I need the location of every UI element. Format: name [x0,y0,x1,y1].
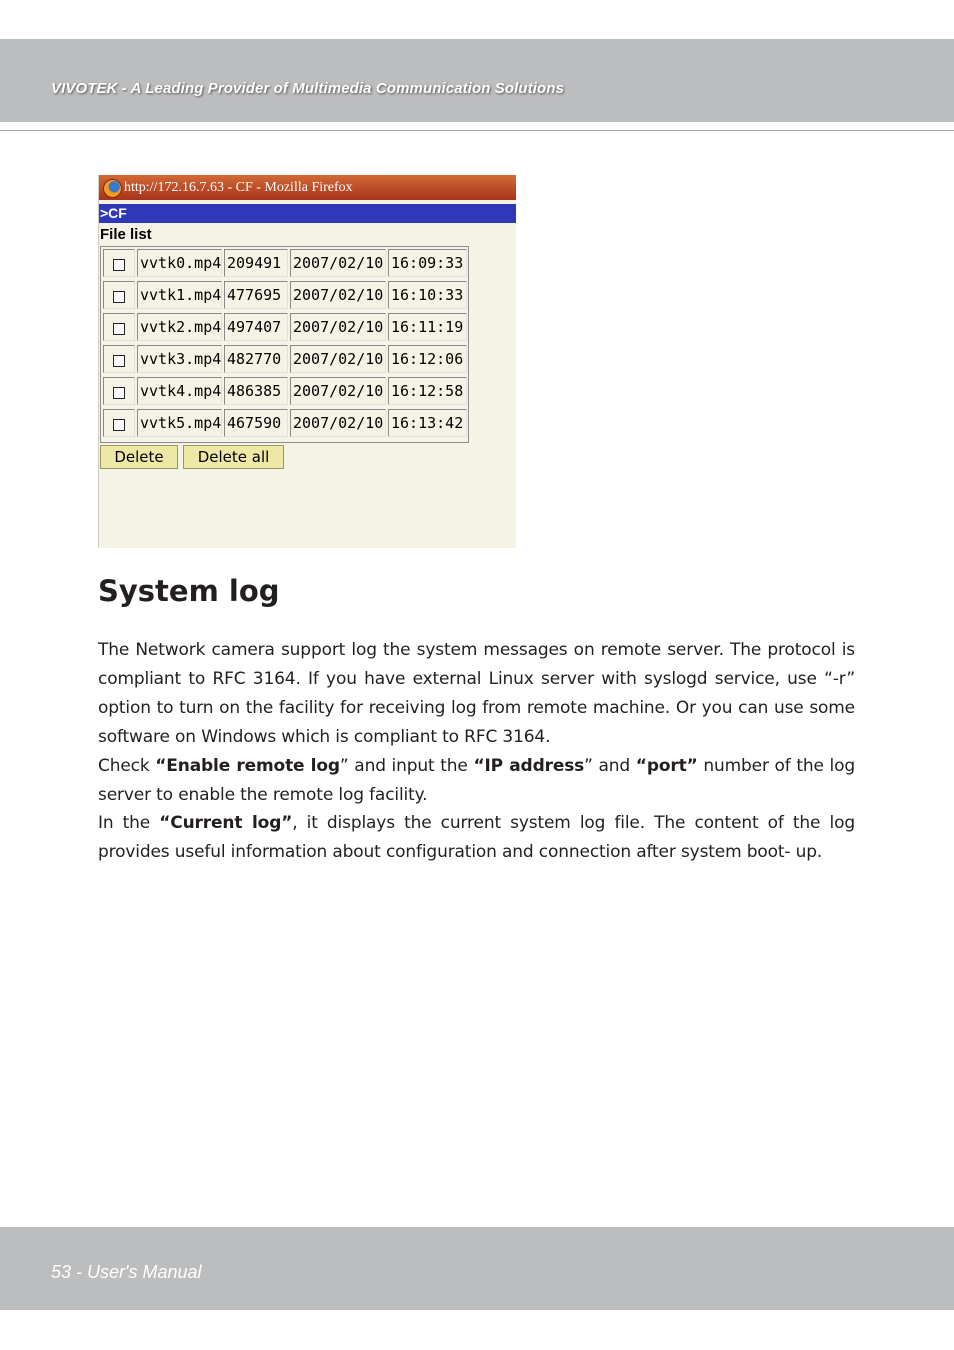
file-size-cell: 497407 [224,313,288,341]
file-size-cell: 486385 [224,377,288,405]
section-title: System log [98,574,280,608]
delete-button[interactable]: Delete [100,445,178,469]
bold-term-enable-remote-log: “Enable remote log [155,755,340,776]
text-run: Check [98,755,156,776]
file-name-cell[interactable]: vvtk5.mp4 [137,409,222,437]
checkbox-cell [103,345,135,373]
text-run: , it displays the current system log file. The content of the log provides useful information about configuration and connection after system boot- up. [98,813,855,863]
file-time-cell: 16:11:19 [388,313,467,341]
file-select-checkbox[interactable] [113,419,125,431]
file-size-cell: 209491 [224,249,288,277]
text-run: In the [98,813,160,834]
text-run: ” and [584,755,636,776]
file-select-checkbox[interactable] [113,291,125,303]
header-divider [0,130,954,131]
browser-window-title: http://172.16.7.63 - CF - Mozilla Firefox [124,180,353,195]
file-list-heading: File list [100,226,152,243]
file-name-cell[interactable]: vvtk1.mp4 [137,281,222,309]
file-select-checkbox[interactable] [113,259,125,271]
file-time-cell: 16:12:58 [388,377,467,405]
cf-section-bar [99,204,516,223]
file-row [101,247,468,279]
browser-titlebar [99,175,516,200]
checkbox-cell [103,377,135,405]
file-row [101,375,468,407]
file-name-cell[interactable]: vvtk3.mp4 [137,345,222,373]
checkbox-cell [103,313,135,341]
cf-section-label: >CF [100,205,127,221]
file-date-cell: 2007/02/10 [290,313,386,341]
file-name-cell[interactable]: vvtk0.mp4 [137,249,222,277]
header-tagline: VIVOTEK - A Leading Provider of Multimedia Communication Solutions [51,80,565,97]
bold-term-current-log: “Current log” [159,813,293,834]
delete-all-button[interactable]: Delete all [183,445,284,469]
file-select-checkbox[interactable] [113,323,125,335]
section-body [98,636,855,867]
file-row [101,407,468,439]
file-select-checkbox[interactable] [113,355,125,367]
file-size-cell: 482770 [224,345,288,373]
paragraph-enable-remote-log [98,752,855,810]
file-list-table [100,246,469,443]
paragraph-current-log [98,809,855,867]
firefox-icon [103,179,122,198]
file-row [101,279,468,311]
file-date-cell: 2007/02/10 [290,345,386,373]
checkbox-cell [103,249,135,277]
file-time-cell: 16:12:06 [388,345,467,373]
file-date-cell: 2007/02/10 [290,377,386,405]
checkbox-cell [103,281,135,309]
bold-term-port: “port” [635,755,698,776]
text-run: ” and input the [339,755,474,776]
text-run: number of the log server to enable the remote log facility. [98,755,855,805]
checkbox-cell [103,409,135,437]
file-size-cell: 467590 [224,409,288,437]
file-date-cell: 2007/02/10 [290,409,386,437]
file-select-checkbox[interactable] [113,387,125,399]
footer-page-label: 53 - User's Manual [51,1262,202,1282]
bold-term-ip-address: “IP address [473,755,585,776]
file-name-cell[interactable]: vvtk2.mp4 [137,313,222,341]
file-time-cell: 16:13:42 [388,409,467,437]
file-date-cell: 2007/02/10 [290,249,386,277]
file-name-cell[interactable]: vvtk4.mp4 [137,377,222,405]
file-time-cell: 16:09:33 [388,249,467,277]
file-row [101,311,468,343]
file-date-cell: 2007/02/10 [290,281,386,309]
cf-file-list-screenshot [98,175,516,548]
file-size-cell: 477695 [224,281,288,309]
file-row [101,343,468,375]
file-time-cell: 16:10:33 [388,281,467,309]
paragraph-intro: The Network camera support log the system messages on remote server. The protocol is compliant to RFC 3164. If you have external Linux server with syslogd service, use “-r” option to turn on the facility for receiving log from remote machine. Or you can use some software on Windows which is compliant to RFC 3164. [98,640,855,747]
